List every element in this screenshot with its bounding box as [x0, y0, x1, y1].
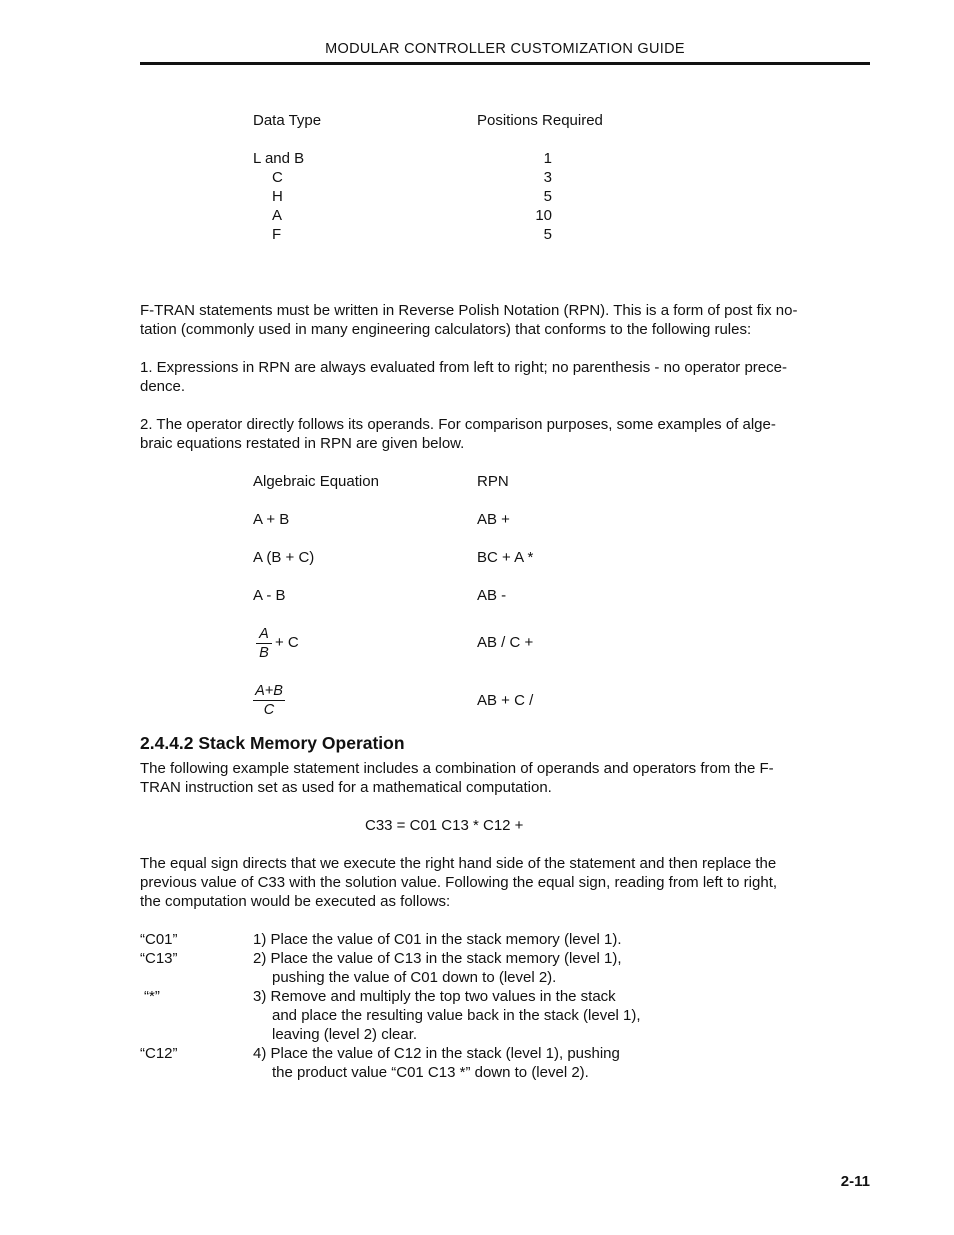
running-header: MODULAR CONTROLLER CUSTOMIZATION GUIDE: [325, 41, 685, 57]
step-label: “C01”: [140, 931, 178, 948]
header-rule: [140, 62, 870, 65]
rule-2-paragraph: 2. The operator directly follows its operands. For comparison purposes, some examples of alge- braic equations restated in RPN are given below.: [140, 416, 776, 452]
step-text: 2) Place the value of C13 in the stack memory (level 1),: [253, 950, 622, 967]
rpn-table-algebraic: A - B: [253, 587, 286, 604]
step-label: “C13”: [140, 950, 178, 967]
step-text-continued: and place the resulting value back in the stack (level 1),: [272, 1007, 641, 1024]
step-text: 3) Remove and multiply the top two values in the stack: [253, 988, 616, 1005]
rpn-table-rpn: AB -: [477, 587, 507, 604]
equal-sign-paragraph: The equal sign directs that we execute the right hand side of the statement and then replace the previous value of C33 with the solution value. Following the equal sign, reading from left to right, the computation would be executed as follows:: [140, 855, 778, 910]
table-cell-type: A: [272, 207, 283, 224]
page-number: 2-11: [840, 1173, 870, 1190]
stack-intro-paragraph: The following example statement includes a combination of operands and operators from the F- TRAN instruction set as used for a mathematical computation.: [140, 760, 774, 796]
table-cell-type: L and B: [253, 150, 305, 167]
table-cell-type: F: [272, 226, 282, 243]
fraction-numerator: A: [259, 626, 269, 642]
fraction-bar: [253, 700, 285, 701]
rpn-table-algebraic: A (B + C): [253, 549, 315, 566]
table-cell-positions: 5: [543, 188, 552, 205]
rpn-table-rpn: AB / C +: [477, 634, 534, 651]
table-header-data-type: Data Type: [253, 112, 322, 129]
step-text: 4) Place the value of C12 in the stack (level 1), pushing: [253, 1045, 620, 1062]
rpn-table-header-rpn: RPN: [477, 473, 509, 490]
step-text-continued: pushing the value of C01 down to (level 2).: [272, 969, 557, 986]
fraction-denominator: C: [263, 702, 275, 718]
step-label: “*”: [144, 988, 160, 1005]
rpn-table-rpn: AB +: [477, 511, 510, 528]
fraction-a-over-b: [256, 626, 272, 661]
section-heading: 2.4.4.2 Stack Memory Operation: [140, 733, 405, 753]
table-header-positions-required: Positions Required: [477, 112, 603, 129]
table-cell-positions: 3: [543, 169, 552, 186]
table-cell-positions: 5: [543, 226, 552, 243]
table-cell-positions: 10: [535, 207, 552, 224]
fraction-denominator: B: [259, 645, 269, 661]
step-text-continued: the product value “C01 C13 *” down to (level 2).: [272, 1064, 589, 1081]
rpn-intro-paragraph: F-TRAN statements must be written in Reverse Polish Notation (RPN). This is a form of post fix no- tation (commonly used in many engineering calculators) that conforms to the following rules:: [140, 302, 798, 338]
step-text-continued: leaving (level 2) clear.: [272, 1026, 418, 1043]
rpn-table-rpn: AB + C /: [477, 692, 534, 709]
rpn-table-header-algebraic: Algebraic Equation: [253, 473, 379, 490]
rule-1-paragraph: 1. Expressions in RPN are always evaluated from left to right; no parenthesis - no operator prece- dence.: [140, 359, 787, 395]
fraction-bar: [256, 643, 272, 644]
step-label: “C12”: [140, 1045, 178, 1062]
fraction-suffix: + C: [275, 634, 299, 651]
fraction-numerator: A+B: [255, 683, 283, 699]
example-statement: C33 = C01 C13 * C12 +: [365, 817, 524, 834]
table-cell-positions: 1: [543, 150, 552, 167]
fraction-a-plus-b-over-c: [253, 683, 285, 718]
table-cell-type: H: [272, 188, 283, 205]
table-cell-type: C: [272, 169, 283, 186]
rpn-table-algebraic: A + B: [253, 511, 290, 528]
step-text: 1) Place the value of C01 in the stack memory (level 1).: [253, 931, 622, 948]
rpn-table-rpn: BC + A *: [477, 549, 534, 566]
